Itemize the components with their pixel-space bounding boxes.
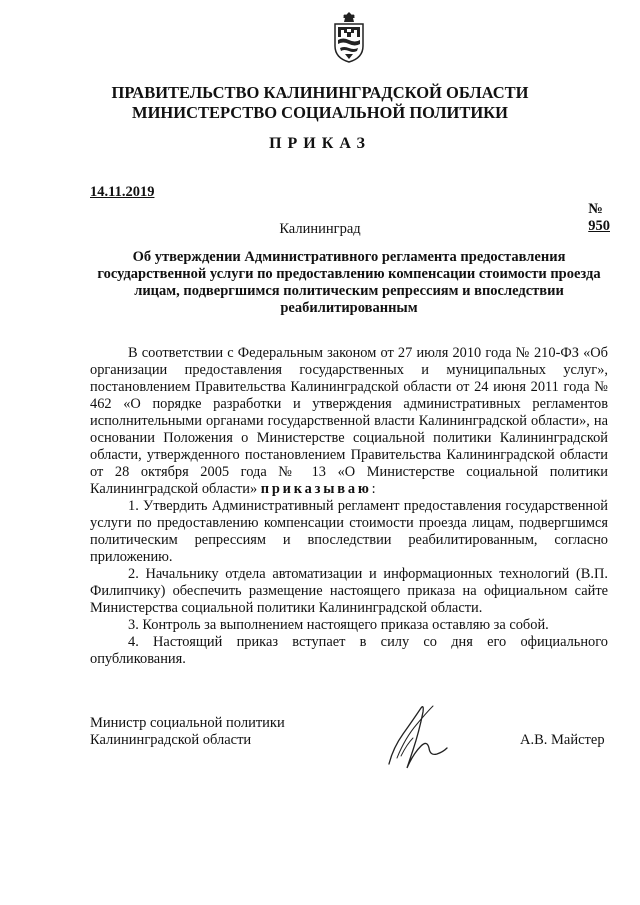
order-word: приказываю xyxy=(260,481,372,497)
preamble-text: В соответствии с Федеральным законом от 27 июля 2010 года № 210-ФЗ «Об организации предоставления государственных и муниципальных услуг», постановлением Правительства Калининградской области от 24 июня 2011 года № 462 «О порядке разработки и утверждения административных регламентов исполнительными органами государственной власти Калининградской области», на основании Положения о Министерстве социальной политики Калининградской области, утвержденного постановлением Правительства Калининградской области от 28 октября 2005 года № 13 «О Министерстве социальной политики Калининградской области» xyxy=(90,345,608,497)
document-body xyxy=(90,345,608,668)
signatory-name: А.В. Майстер xyxy=(520,732,605,748)
org-line-1: ПРАВИТЕЛЬСТВО КАЛИНИНГРАДСКОЙ ОБЛАСТИ xyxy=(111,83,529,102)
number-sign: № xyxy=(588,201,603,217)
order-item-1: 1. Утвердить Административный регламент предоставления государственной услуги по предоставлению компенсации стоимости проезда лицам, подвергшимся политическим репрессиям и впоследствии реабилитированным, согласно приложению. xyxy=(90,498,608,565)
preamble-paragraph xyxy=(90,345,608,498)
organization-header xyxy=(0,83,640,123)
subject-line: реабилитированным xyxy=(280,300,418,316)
order-item-3: 3. Контроль за выполнением настоящего приказа оставляю за собой. xyxy=(128,617,549,633)
document-type: ПРИКАЗ xyxy=(269,135,371,152)
number-value: 950 xyxy=(588,218,610,234)
city: Калининград xyxy=(279,221,361,237)
document-number xyxy=(574,184,610,252)
document-date: 14.11.2019 xyxy=(90,184,155,200)
signatory-title-line-1: Министр социальной политики xyxy=(90,715,285,731)
document-subject xyxy=(90,249,608,317)
subject-line: государственной услуги по предоставлению компенсации стоимости проезда xyxy=(97,266,601,282)
order-item-2: 2. Начальнику отдела автоматизации и информационных технологий (В.П. Филипчику) обеспечить размещение настоящего приказа на официальном сайте Министерства социальной политики Калининградской области. xyxy=(90,566,608,616)
signatory-title xyxy=(90,715,285,749)
org-line-2: МИНИСТЕРСТВО СОЦИАЛЬНОЙ ПОЛИТИКИ xyxy=(132,103,508,122)
signatory-title-line-2: Калининградской области xyxy=(90,732,252,748)
order-item-4: 4. Настоящий приказ вступает в силу со дня его официального опубликования. xyxy=(90,634,608,667)
signature-icon xyxy=(383,698,453,776)
subject-line: Об утверждении Административного регламента предоставления xyxy=(132,249,566,265)
preamble-colon: : xyxy=(371,481,376,497)
coat-of-arms-icon xyxy=(331,10,367,64)
subject-line: лицам, подвергшимся политическим репрессиям и впоследствии xyxy=(134,283,564,299)
